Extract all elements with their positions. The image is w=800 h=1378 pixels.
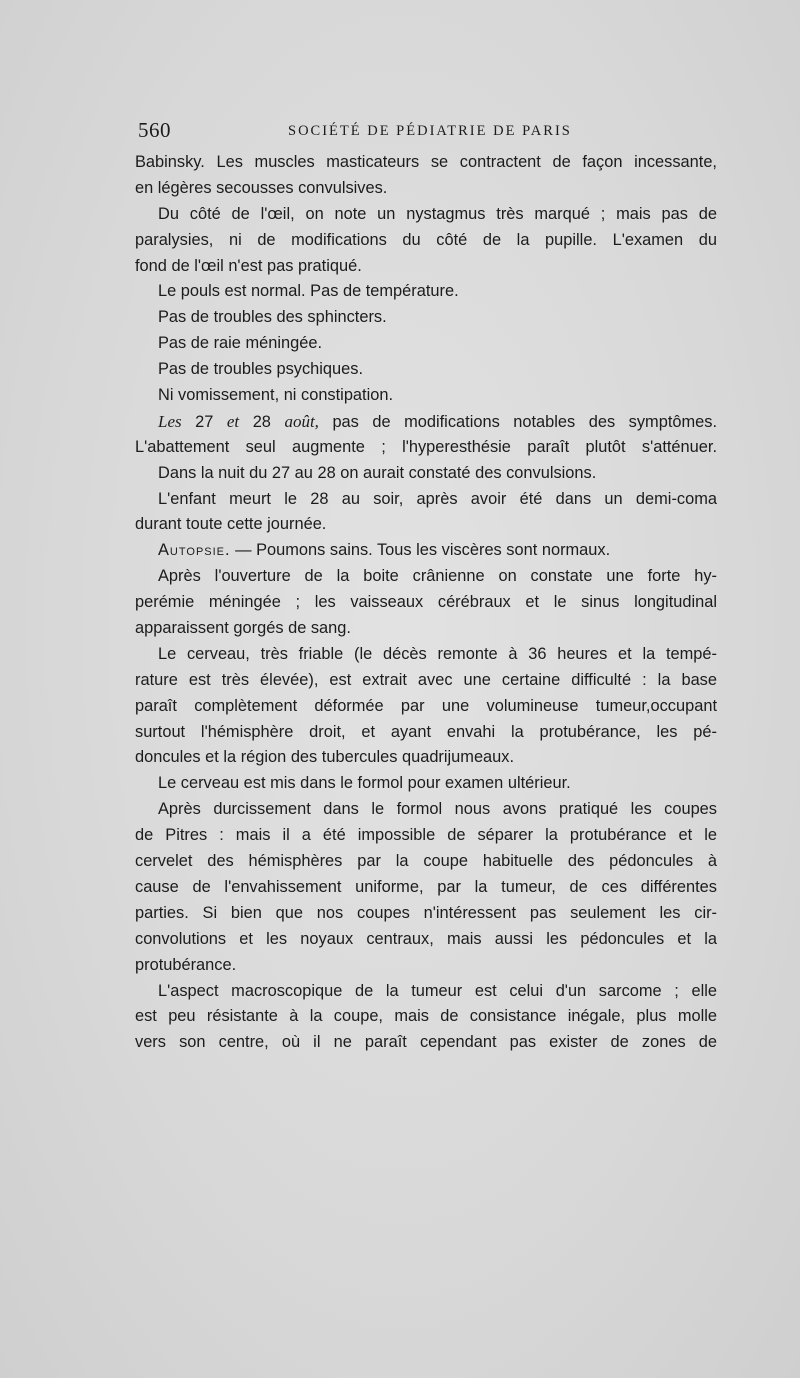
text-line: Dans la nuit du 27 au 28 on aurait constaté des convulsions. [158,463,597,482]
text-line: L'abattement seul augmente ; l'hyperesthésie paraît plutôt s'atténuer. [135,437,717,456]
text-line: convolutions et les noyaux centraux, mais aussi les pédoncules et la [135,929,717,948]
text-fragment: 28 [252,412,271,431]
text-line: Pas de troubles des sphincters. [158,308,387,327]
text-line: Le pouls est normal. Pas de température. [158,282,459,301]
text-line [135,409,717,435]
text-fragment: 27 [195,412,214,431]
text-line [135,538,717,564]
text-line: Après l'ouverture de la boite crânienne on constate une forte hy- [158,567,717,586]
text-line: Babinsky. Les muscles masticateurs se contractent de façon incessante, [135,153,717,171]
text-line: doncules et la région des tubercules quadrijumeaux. [135,748,515,767]
text-line: apparaissent gorgés de sang. [135,619,351,638]
text-line: durant toute cette journée. [135,515,327,534]
text-fragment: Les [158,411,182,431]
section-label: Autopsie. [158,541,231,560]
text-line: Ni vomissement, ni constipation. [158,386,394,405]
text-line: Du côté de l'œil, on note un nystagmus très marqué ; mais pas de [158,204,717,223]
text-fragment: août, [284,411,319,431]
text-line: surtout l'hémisphère droit, et ayant envahi la protubérance, les pé- [135,722,717,741]
text-line: est peu résistante à la coupe, mais de consistance inégale, plus molle [135,1007,717,1026]
text-line: paralysies, ni de modifications du côté de la pupille. L'examen du [135,230,717,249]
text-line: fond de l'œil n'est pas pratiqué. [135,256,362,275]
text-line: Le cerveau est mis dans le formol pour examen ultérieur. [158,774,571,793]
page-number: 560 [138,118,171,142]
text-line: Pas de troubles psychiques. [158,360,364,379]
text-line: L'enfant meurt le 28 au soir, après avoir été dans un demi-coma [158,489,717,508]
text-line: rature est très élevée), est extrait avec une certaine difficulté : la base [135,670,717,689]
text-line: perémie méningée ; les vaisseaux cérébraux et le sinus longitudinal [135,593,717,612]
text-line: cause de l'envahissement uniforme, par la tumeur, de ces différentes [135,877,717,896]
text-fragment: — Poumons sains. Tous les viscères sont normaux. [235,541,611,560]
text-line: cervelet des hémisphères par la coupe habituelle des pédoncules à [135,852,717,871]
text-fragment: et [226,411,240,431]
text-fragment: pas de modifications notables des symptômes. [332,412,718,431]
text-line: en légères secousses convulsives. [135,178,388,197]
page-header [138,118,718,148]
body-text [135,150,717,1056]
text-line: vers son centre, où il ne paraît cependant pas exister de zones de [135,1033,717,1052]
text-line: protubérance. [135,955,237,974]
text-line: parties. Si bien que nos coupes n'intéressent pas seulement les cir- [135,903,717,922]
text-line: paraît complètement déformée par une volumineuse tumeur,occupant [135,696,717,715]
running-head: SOCIÉTÉ DE PÉDIATRIE DE PARIS [288,123,572,139]
text-line: Après durcissement dans le formol nous avons pratiqué les coupes [158,800,717,819]
text-line: L'aspect macroscopique de la tumeur est celui d'un sarcome ; elle [158,981,717,1000]
text-line: Pas de raie méningée. [158,334,323,353]
text-line: de Pitres : mais il a été impossible de séparer la protubérance et le [135,826,717,845]
text-line: Le cerveau, très friable (le décès remonte à 36 heures et la tempé- [158,644,717,663]
